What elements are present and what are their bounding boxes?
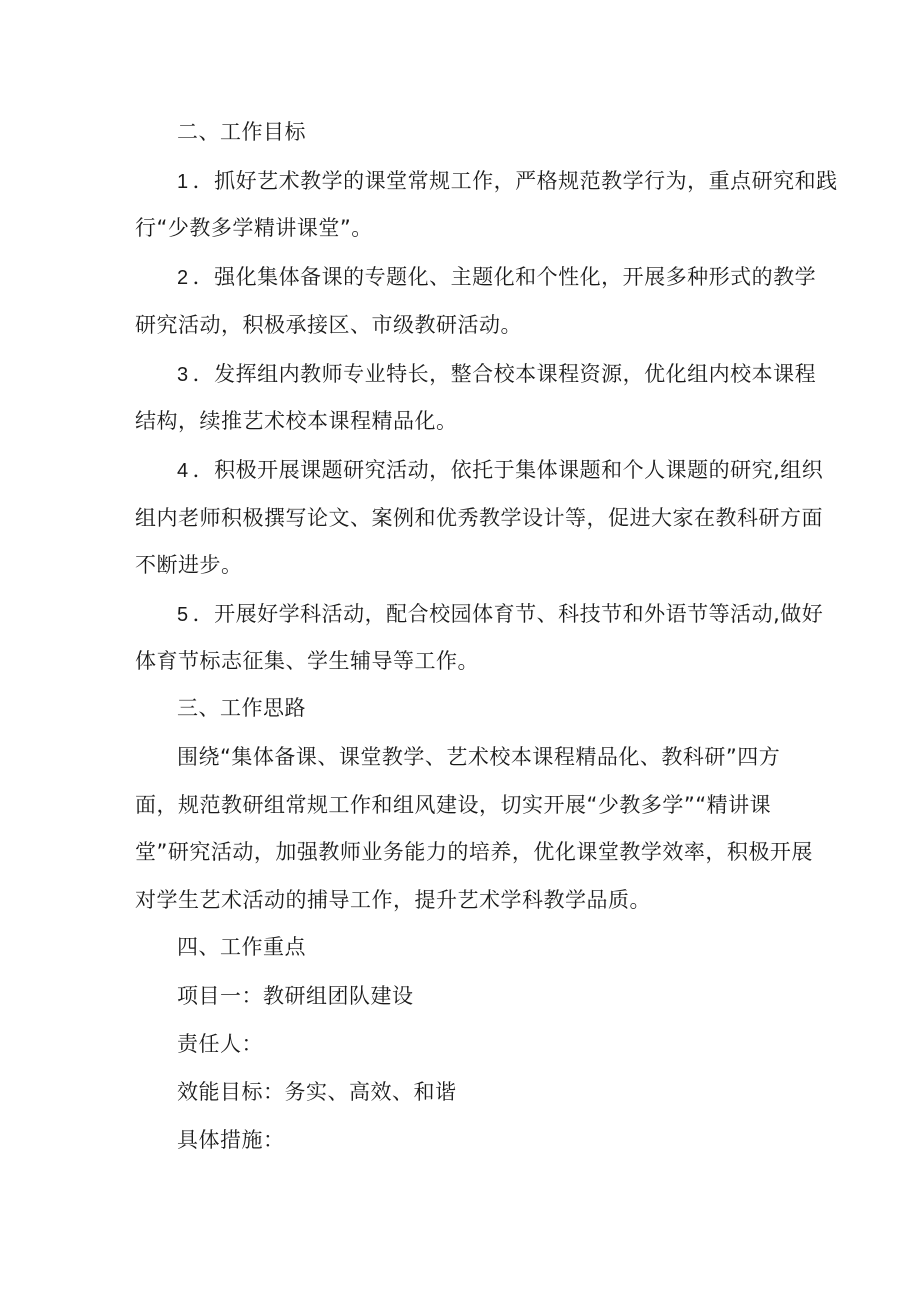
list-item-3-line-2: 结构，续推艺术校本课程精品化。 (135, 409, 458, 433)
list-item-number: 5 (177, 604, 189, 626)
list-item-2-line-1 (177, 264, 816, 291)
list-item-3-line-1 (177, 361, 816, 388)
list-item-text: ．积极开展课题研究活动，依托于集体课题和个人课题的研究,组织 (192, 458, 824, 482)
list-item-4-line-3: 不断进步。 (135, 553, 243, 577)
measures-line: 具体措施： (177, 1128, 285, 1152)
approach-paragraph-line-2: 面，规范教研组常规工作和组风建设，切实开展“少教多学”“精讲课 (135, 793, 772, 817)
list-item-4-line-1 (177, 457, 823, 484)
approach-paragraph-line-3: 堂”研究活动，加强教师业务能力的培养，优化课堂教学效率，积极开展 (135, 840, 813, 864)
approach-paragraph-line-4: 对学生艺术活动的捕导工作，提升艺术学科教学品质。 (135, 888, 651, 912)
list-item-4-line-2: 组内老师积极撰写论文、案例和优秀教学设计等，促进大家在教科研方面 (135, 506, 823, 530)
list-item-1-line-2: 行“少教多学精讲课堂”。 (135, 216, 373, 240)
list-item-number: 1 (177, 171, 189, 193)
section-heading-goals: 二、工作目标 (177, 120, 306, 144)
list-item-number: 4 (177, 460, 189, 482)
list-item-number: 3 (177, 364, 189, 386)
list-item-5-line-1 (177, 601, 823, 628)
section-heading-approach: 三、工作思路 (177, 696, 306, 720)
goal-line: 效能目标：务实、高效、和谐 (177, 1080, 457, 1104)
list-item-number: 2 (177, 267, 189, 289)
approach-paragraph-line-1: 围绕“集体备课、课堂教学、艺术校本课程精品化、教科研”四方 (177, 745, 781, 769)
list-item-5-line-2: 体育节标志征集、学生辅导等工作。 (135, 649, 479, 673)
list-item-text: ．开展好学科活动，配合校园体育节、科技节和外语节等活动,做好 (192, 602, 824, 626)
list-item-1-line-1 (177, 168, 838, 195)
list-item-text: ．抓好艺术教学的课堂常规工作，严格规范教学行为，重点研究和践 (192, 169, 838, 193)
list-item-text: ．发挥组内教师专业特长，整合校本课程资源，优化组内校本课程 (192, 362, 817, 386)
responsible-line: 责任人： (177, 1032, 263, 1056)
project-line: 项目一：教研组团队建设 (177, 984, 414, 1008)
list-item-2-line-2: 研究活动，积极承接区、市级教研活动。 (135, 313, 522, 337)
section-heading-focus: 四、工作重点 (177, 935, 306, 959)
list-item-text: ．强化集体备课的专题化、主题化和个性化，开展多种形式的教学 (192, 265, 817, 289)
